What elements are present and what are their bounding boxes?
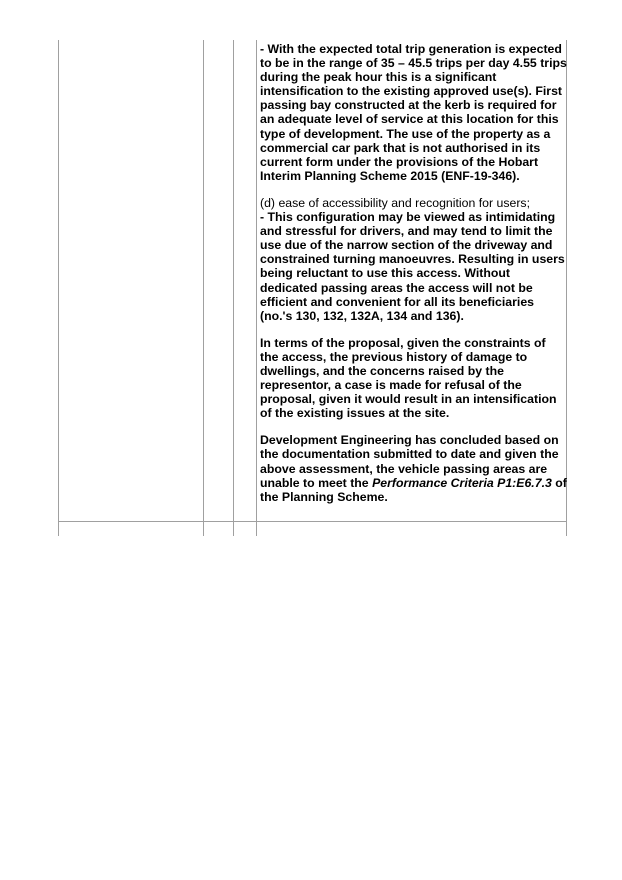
conclusion-start: Development Engineering has concluded based on the documentation submitted to date and given the above assessment, the vehicle passing areas are unable to meet the bbox=[260, 433, 559, 490]
trip-generation-paragraph: - With the expected total trip generation is expected to be in the range of 35 – 45.5 trips per day 4.55 trips during the peak hour this is a significant intensification to the existing approved use(s). First passing bay constructed at the kerb is required for an adequate level of service at this location for this type of development. The use of the property as a commercial car park that is not authorised in its current form under the provisions of the Hobart Interim Planning Scheme 2015 (ENF-19-346). bbox=[260, 42, 567, 183]
table-divider-1 bbox=[203, 40, 204, 536]
table-row-divider bbox=[58, 521, 567, 522]
assessment-cell bbox=[260, 42, 567, 517]
accessibility-paragraph bbox=[260, 196, 567, 323]
performance-criteria-ref: Performance Criteria P1:E6.7.3 bbox=[372, 475, 552, 490]
accessibility-heading: (d) ease of accessibility and recognition for users; bbox=[260, 195, 530, 210]
table-border-left bbox=[58, 40, 59, 536]
table-divider-3 bbox=[256, 40, 257, 536]
table-divider-2 bbox=[233, 40, 234, 536]
refusal-paragraph: In terms of the proposal, given the constraints of the access, the previous history of damage to dwellings, and the concerns raised by the representor, a case is made for refusal of the proposal, given it would result in an intensification of the existing issues at the site. bbox=[260, 335, 557, 421]
conclusion-paragraph bbox=[260, 433, 567, 503]
accessibility-body: - This configuration may be viewed as intimidating and stressful for drivers, and may tend to limit the use due of the narrow section of the driveway and constrained turning manoeuvres. Resulting in users being reluctant to use this access. Without dedicated passing areas the access will not be efficient and convenient for all its beneficiaries (no.'s 130, 132, 132A, 134 and 136). bbox=[260, 210, 565, 323]
conclusion-end: of the Planning Scheme. bbox=[260, 475, 567, 504]
